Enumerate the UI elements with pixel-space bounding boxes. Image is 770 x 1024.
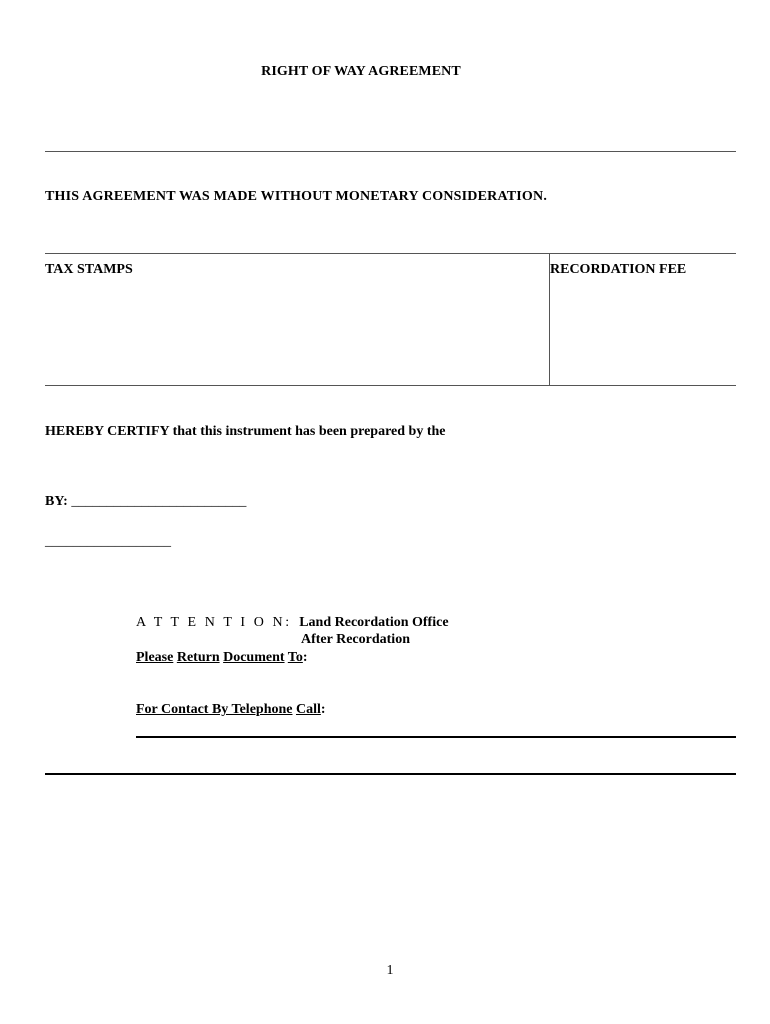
page-number: 1 [386, 963, 394, 978]
second-blank: __________________ [45, 534, 171, 549]
contact-line [136, 702, 326, 718]
divider-line [45, 151, 736, 152]
document-title: RIGHT OF WAY AGREEMENT [261, 64, 461, 79]
contact-colon: : [320, 702, 326, 717]
contact-call-word: Call [295, 702, 321, 717]
by-line [45, 494, 246, 510]
return-document-word: Document [223, 650, 285, 665]
attention-line [136, 615, 449, 631]
by-signature-blank: _________________________ [71, 494, 247, 509]
attention-after-recordation: After Recordation [301, 632, 410, 647]
return-to-word: To [287, 650, 303, 665]
contact-underline [136, 736, 736, 738]
recordation-fee-label: RECORDATION FEE [550, 262, 687, 277]
box-top-line [45, 253, 736, 254]
contact-text: For Contact By Telephone [136, 702, 293, 717]
return-please-word: Please [136, 650, 174, 665]
return-document-line [136, 650, 308, 666]
consideration-statement: THIS AGREEMENT WAS MADE WITHOUT MONETARY CONSIDERATION. [45, 189, 548, 204]
return-return-word: Return [176, 650, 220, 665]
certify-statement: HEREBY CERTIFY that this instrument has been prepared by the [45, 424, 446, 439]
tax-stamps-label: TAX STAMPS [45, 262, 133, 277]
by-label: BY: [45, 494, 68, 509]
return-colon: : [302, 650, 308, 665]
section-end-line [45, 773, 736, 775]
attention-office: Land Recordation Office [299, 615, 449, 630]
attention-label: A T T E N T I O N: [136, 615, 292, 630]
box-bottom-line [45, 385, 736, 386]
